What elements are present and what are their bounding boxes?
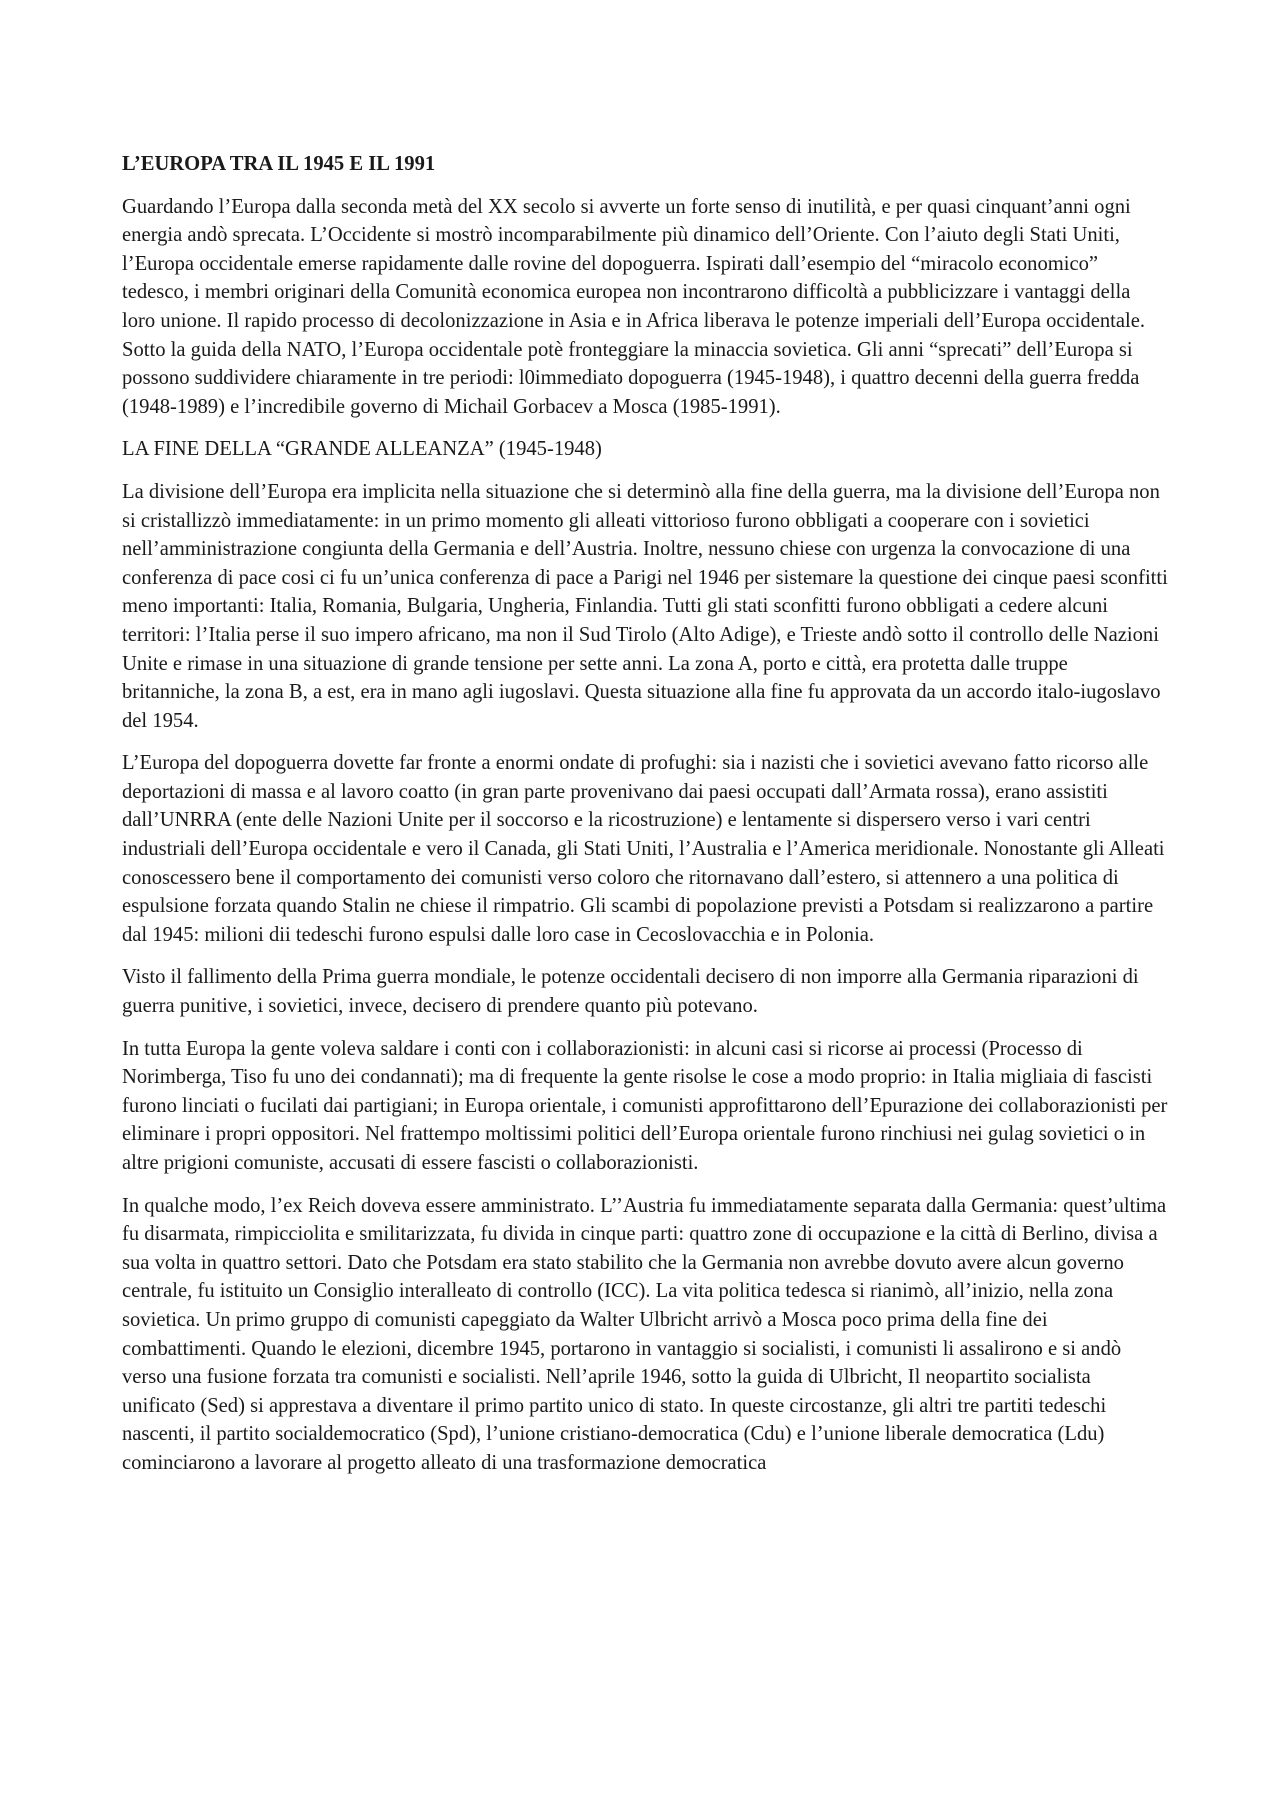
body-paragraph: In qualche modo, l’ex Reich doveva essere amministrato. L’’Austria fu immediatamente separata dalla Germania: quest’ultima fu disarmata, rimpicciolita e smilitarizzata, fu divida in cinque parti: quattro zone di occupazione e la città di Berlino, divisa a sua volta in quattro settori. Dato che Potsdam era stato stabilito che la Germania non avrebbe dovuto avere alcun governo centrale, fu istituito un Consiglio interalleato di controllo (ICC). La vita politica tedesca si rianimò, all’inizio, nella zona sovietica. Un primo gruppo di comunisti capeggiato da Walter Ulbricht arrivò a Mosca poco prima della fine dei combattimenti. Quando le elezioni, dicembre 1945, portarono in vantaggio si socialisti, i comunisti li assalirono e si andò verso una fusione forzata tra comunisti e socialisti. Nell’aprile 1946, sotto la guida di Ulbricht, Il neopartito socialista unificato (Sed) si apprestava a diventare il primo partito unico di stato. In queste circostanze, gli altri tre partiti tedeschi nascenti, il partito socialdemocratico (Spd), l’unione cristiano-democratica (Cdu) e l’unione liberale democratica (Ldu) cominciarono a lavorare al progetto alleato di una trasformazione democratica [122, 1194, 1167, 1474]
body-paragraph: L’Europa del dopoguerra dovette far fronte a enormi ondate di profughi: sia i nazisti che i sovietici avevano fatto ricorso alle deportazioni di massa e al lavoro coatto (in gran parte provenivano dai paesi occupati dall’Armata rossa), erano assistiti dall’UNRRA (ente delle Nazioni Unite per il soccorso e la ricostruzione) e lentamente si dispersero verso i vari centri industriali dell’Europa occidentale e vero il Canada, gli Stati Uniti, l’Australia e l’America meridionale. Nonostante gli Alleati conoscessero bene il comportamento dei comunisti verso coloro che ritornavano dall’estero, si attennero a una politica di espulsione forzata quando Stalin ne chiese il rimpatrio. Gli scambi di popolazione previsti a Potsdam si realizzarono a partire dal 1945: milioni dii tedeschi furono espulsi dalle loro case in Cecoslovacchia e in Polonia. [122, 752, 1165, 946]
body-paragraph: La divisione dell’Europa era implicita nella situazione che si determinò alla fine della guerra, ma la divisione dell’Europa non si cristallizzò immediatamente: in un primo momento gli alleati vittorioso furono obbligati a cooperare con i sovietici nell’amministrazione congiunta della Germania e dell’Austria. Inoltre, nessuno chiese con urgenza la convocazione di una conferenza di pace cosi ci fu un’unica conferenza di pace a Parigi nel 1946 per sistemare la questione dei cinque paesi sconfitti meno importanti: Italia, Romania, Bulgaria, Ungheria, Finlandia. Tutti gli stati sconfitti furono obbligati a cedere alcuni territori: l’Italia perse il suo impero africano, ma non il Sud Tirolo (Alto Adige), e Trieste andò sotto il controllo delle Nazioni Unite e rimase in una situazione di grande tensione per sette anni. La zona A, porto e città, era protetta dalle truppe britanniche, la zona B, a est, era in mano agli iugoslavi. Questa situazione alla fine fu approvata da un accordo italo-iugoslavo del 1954. [122, 480, 1168, 732]
document-title: L’EUROPA TRA IL 1945 E IL 1991 [122, 153, 436, 175]
body-paragraph: In tutta Europa la gente voleva saldare i conti con i collaborazionisti: in alcuni casi si ricorse ai processi (Processo di Norimberga, Tiso fu uno dei condannati); ma di frequente la gente risolse le cose a modo proprio: in Italia migliaia di fascisti furono linciati o fucilati dai partigiani; in Europa orientale, i comunisti approfittarono dell’Epurazione dei collaborazionisti per eliminare i propri oppositori. Nel frattempo moltissimi politici dell’Europa orientale furono rinchiusi nei gulag sovietici o in altre prigioni comuniste, accusati di essere fascisti o collaborazionisti. [122, 1037, 1168, 1174]
document-page [122, 150, 1168, 1492]
intro-paragraph: Guardando l’Europa dalla seconda metà del XX secolo si avverte un forte senso di inutilità, e per quasi cinquant’anni ogni energia andò sprecata. L’Occidente si mostrò incomparabilmente più dinamico dell’Oriente. Con l’aiuto degli Stati Uniti, l’Europa occidentale emerse rapidamente dalle rovine del dopoguerra. Ispirati dall’esempio del “miracolo economico” tedesco, i membri originari della Comunità economica europea non incontrarono difficoltà a pubblicizzare i vantaggi della loro unione. Il rapido processo di decolonizzazione in Asia e in Africa liberava le potenze imperiali dell’Europa occidentale. Sotto la guida della NATO, l’Europa occidentale potè fronteggiare la minaccia sovietica. Gli anni “sprecati” dell’Europa si possono suddividere chiaramente in tre periodi: l0immediato dopoguerra (1945-1948), i quattro decenni della guerra fredda (1948-1989) e l’incredibile governo di Michail Gorbacev a Mosca (1985-1991). [122, 195, 1145, 418]
body-paragraph: Visto il fallimento della Prima guerra mondiale, le potenze occidentali decisero di non imporre alla Germania riparazioni di guerra punitive, i sovietici, invece, decisero di prendere quanto più potevano. [122, 966, 1139, 1018]
section-heading: LA FINE DELLA “GRANDE ALLEANZA” (1945-1948) [122, 438, 602, 461]
